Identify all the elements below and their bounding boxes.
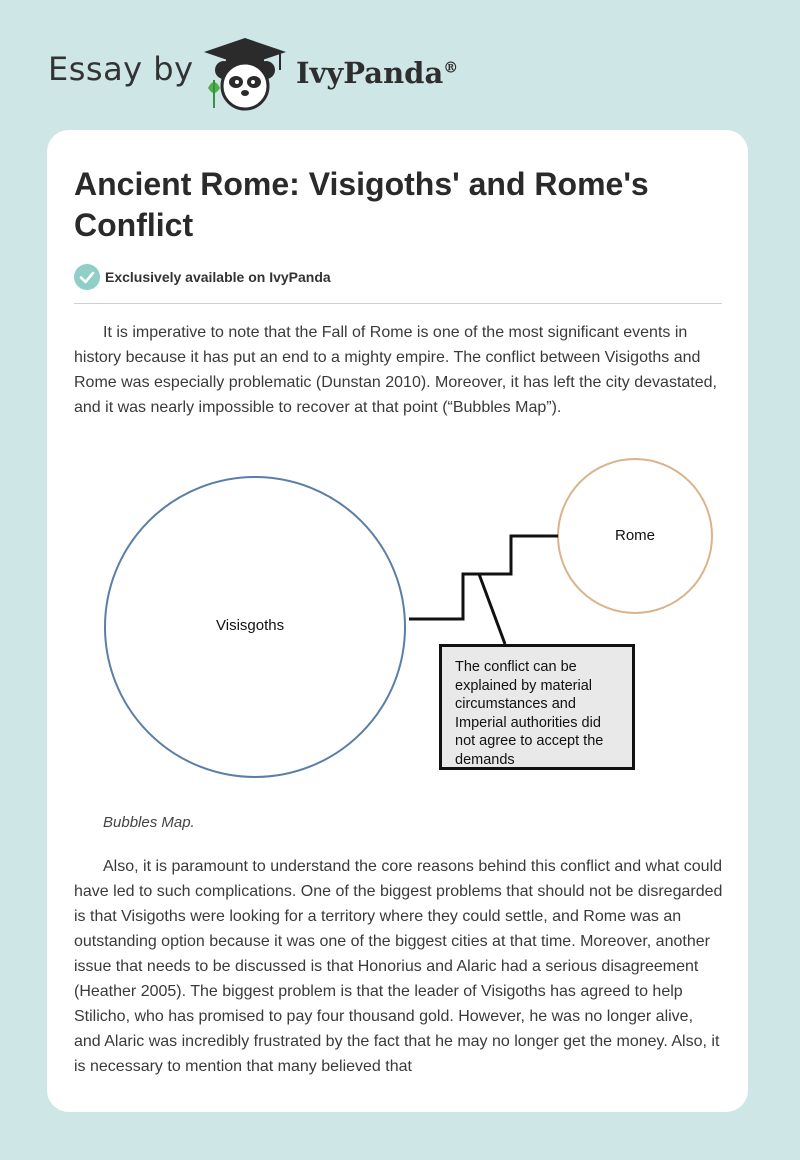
site-header — [0, 0, 800, 130]
exclusive-badge-text: Exclusively available on IvyPanda — [105, 269, 331, 285]
brand-name[interactable] — [296, 56, 458, 90]
note-pointer-line — [479, 574, 505, 644]
paragraph-body: Also, it is paramount to understand the core reasons behind this conflict and what could have led to such complications. One of the biggest problems that should not be disregarded is that Visigoths were looking for a territory where they could settle, and Rome was an outstanding option because it was one of the biggest cities at that time. Moreover, another issue that needs to be discussed is that Honorius and Alaric had a serious disagreement (Heather 2005). The biggest problem is that the leader of Visigoths has agreed to help Stilicho, who has promised to pay four thousand gold. However, he was no longer alive, and Alaric was incredibly frustrated by the fact that he may no longer get the money. Also, it is necessary to mention that many believed that — [74, 858, 723, 1075]
connector-line — [409, 536, 558, 619]
rome-label: Rome — [615, 527, 656, 544]
brand-text: IvyPanda — [296, 56, 444, 90]
bubbles-map-diagram — [47, 430, 748, 790]
paragraph-intro: It is imperative to note that the Fall of Rome is one of the most significant events in history because it has put an end to a mighty empire. The conflict between Visigoths and Rome was especially problematic (Dunstan 2010). Moreover, it has left the city devastated, and it was nearly impossible to recover at that point (“Bubbles Map”). — [74, 324, 717, 416]
panda-logo-icon[interactable] — [200, 36, 290, 112]
conflict-note-box: The conflict can be explained by material circumstances and Imperial authorities did not agree to accept the demands — [439, 644, 635, 770]
essay-card — [47, 130, 748, 1112]
essay-by-label: Essay by — [48, 50, 194, 88]
page-title: Ancient Rome: Visigoths' and Rome's Conflict — [74, 166, 649, 243]
divider — [74, 303, 722, 304]
check-icon — [74, 264, 100, 290]
registered-mark: ® — [443, 58, 459, 77]
figure-caption: Bubbles Map. — [103, 814, 195, 831]
visigoths-label: Visisgoths — [216, 617, 285, 634]
